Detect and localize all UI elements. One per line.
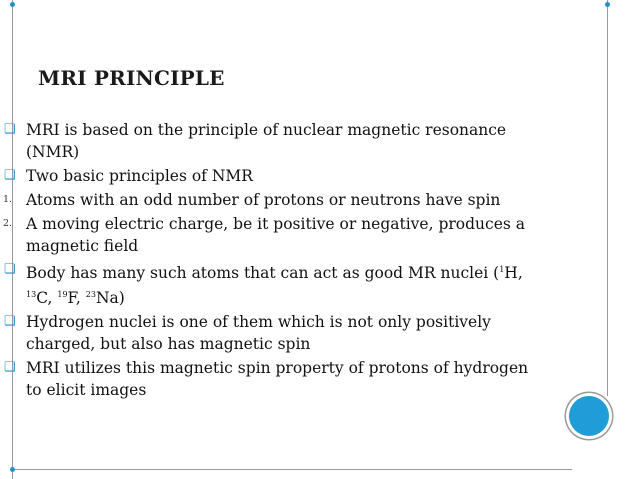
item-text: C, [36, 289, 58, 307]
item-text: Na) [95, 289, 125, 307]
item-line: MRI utilizes this magnetic spin property of protons of hydrogen [26, 359, 529, 377]
item-line: Atoms with an odd number of protons or neutrons have spin [26, 191, 501, 209]
hollow-square-icon: ❏ [4, 262, 16, 277]
superscript: 19 [57, 290, 68, 299]
hollow-square-icon: ❏ [4, 360, 16, 375]
item-line [26, 284, 560, 309]
frame-dot-top-right [605, 2, 610, 7]
item-line: Hydrogen nuclei is one of them which is not only positively [26, 313, 491, 331]
item-text: H, [504, 264, 523, 282]
item-line: Two basic principles of NMR [26, 167, 253, 185]
slide-frame-right [607, 0, 608, 396]
item-number: 1. [3, 194, 13, 205]
list-item [0, 213, 560, 257]
hollow-square-icon: ❏ [4, 122, 16, 137]
slide-title: MRI PRINCIPLE [38, 66, 225, 90]
superscript: 23 [85, 290, 96, 299]
hollow-square-icon: ❏ [4, 314, 16, 329]
item-line: A moving electric charge, be it positive or negative, produces a [26, 215, 525, 233]
superscript: 1 [499, 265, 505, 274]
list-item [0, 311, 560, 355]
item-line: charged, but also has magnetic spin [26, 335, 311, 353]
frame-dot-top-left [10, 2, 15, 7]
superscript: 13 [26, 290, 37, 299]
item-line: to elicit images [26, 381, 147, 399]
slide-frame-bottom [12, 469, 572, 470]
item-text: F, [67, 289, 86, 307]
item-line: MRI is based on the principle of nuclear magnetic resonance [26, 121, 507, 139]
list-item [0, 165, 560, 187]
hollow-square-icon: ❏ [4, 168, 16, 183]
bullet-list [0, 119, 560, 403]
frame-dot-bottom-left [10, 467, 15, 472]
list-item [0, 259, 560, 309]
decorative-circle [569, 396, 609, 436]
item-number: 2. [3, 218, 13, 229]
list-item [0, 119, 560, 163]
item-line: magnetic field [26, 237, 139, 255]
item-line [26, 259, 560, 284]
list-item [0, 189, 560, 211]
item-text: Body has many such atoms that can act as good MR nuclei ( [26, 264, 500, 282]
item-line: (NMR) [26, 143, 80, 161]
list-item [0, 357, 560, 401]
